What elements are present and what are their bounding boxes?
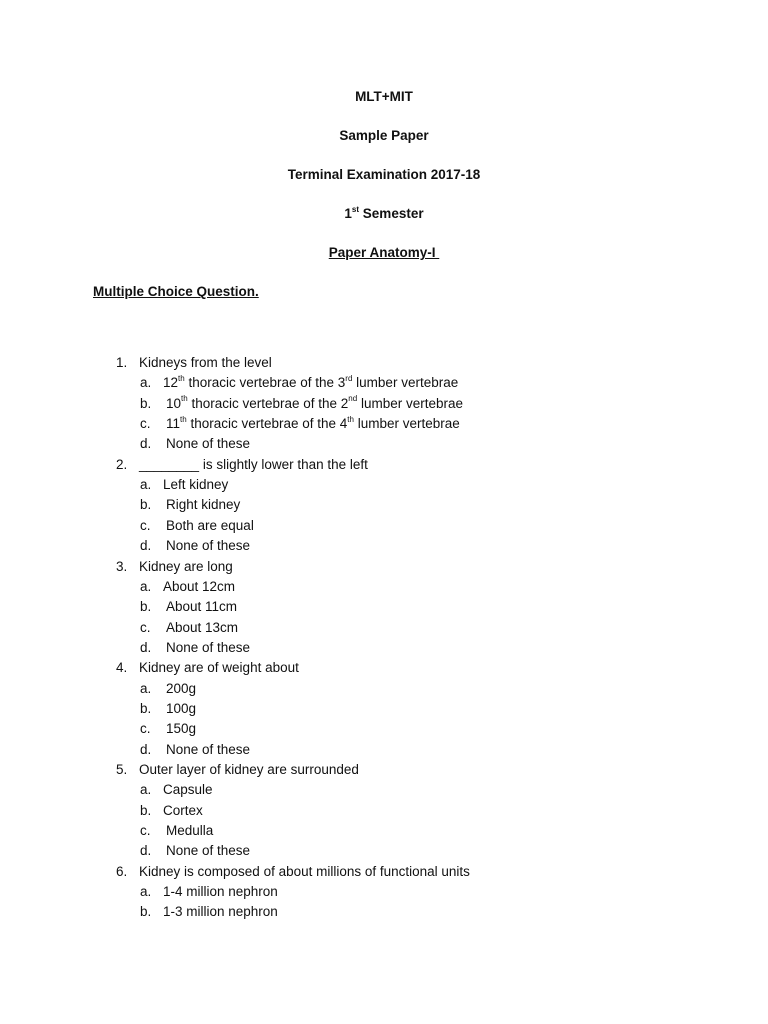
option-text: 1-3 million nephron bbox=[163, 904, 278, 920]
question-number: 6. bbox=[116, 863, 128, 879]
question-number: 4. bbox=[116, 660, 128, 676]
course-title bbox=[0, 88, 768, 106]
option-letter: b. bbox=[140, 802, 152, 818]
question-text: Kidney is composed of about millions of functional units bbox=[139, 863, 470, 879]
option-text: Capsule bbox=[163, 782, 213, 798]
option-text: None of these bbox=[166, 538, 251, 554]
ordinal-number: 12 bbox=[163, 375, 179, 391]
option-letter: b. bbox=[140, 700, 152, 716]
question-number: 3. bbox=[116, 558, 128, 574]
question-text: Kidneys from the level bbox=[139, 355, 272, 370]
option-letter: a. bbox=[140, 680, 152, 696]
option-text: Medulla bbox=[166, 823, 214, 839]
option-end-text: lumber vertebrae bbox=[357, 395, 464, 411]
question-number: 5. bbox=[116, 762, 128, 777]
option-letter: d. bbox=[140, 741, 152, 757]
option-text bbox=[163, 374, 458, 392]
option-letter: b. bbox=[140, 599, 152, 615]
option-letter: a. bbox=[140, 884, 152, 900]
option-text: None of these bbox=[166, 639, 251, 655]
exam-title bbox=[0, 166, 768, 184]
paper-type-text: Sample Paper bbox=[339, 128, 429, 143]
option-letter: c. bbox=[140, 823, 151, 839]
semester-word: Semester bbox=[359, 206, 424, 221]
question-number: 1. bbox=[116, 355, 128, 370]
ordinal-suffix: rd bbox=[345, 373, 353, 383]
ordinal-suffix: th bbox=[180, 414, 187, 424]
option-text: 1-4 million nephron bbox=[163, 884, 278, 900]
option-text: 200g bbox=[166, 680, 197, 696]
paper-type bbox=[0, 127, 768, 145]
ordinal-suffix: th bbox=[178, 373, 185, 383]
question-number: 2. bbox=[116, 456, 128, 472]
semester-suffix: st bbox=[351, 204, 360, 214]
ordinal-suffix: th bbox=[347, 414, 354, 424]
option-letter: d. bbox=[140, 639, 152, 655]
question-text: ________ is slightly lower than the left bbox=[139, 456, 368, 472]
option-letter: a. bbox=[140, 375, 152, 391]
option-text: About 12cm bbox=[163, 578, 236, 594]
ordinal-number: 11 bbox=[166, 416, 181, 432]
option-middle-text: thoracic vertebrae of the 2 bbox=[187, 395, 349, 411]
question-text: Kidney are of weight about bbox=[139, 660, 299, 676]
option-letter: d. bbox=[140, 436, 152, 452]
option-letter: c. bbox=[140, 416, 151, 432]
option-letter: a. bbox=[140, 782, 152, 798]
option-text: None of these bbox=[166, 436, 251, 452]
option-end-text: lumber vertebrae bbox=[352, 375, 459, 391]
option-text: None of these bbox=[166, 741, 251, 757]
option-letter: b. bbox=[140, 395, 152, 411]
option-letter: b. bbox=[140, 497, 152, 513]
exam-title-text: Terminal Examination 2017-18 bbox=[287, 167, 481, 182]
semester bbox=[0, 205, 768, 223]
semester-number: 1 bbox=[344, 206, 352, 221]
option-text: Left kidney bbox=[163, 477, 229, 493]
option-text bbox=[166, 395, 463, 413]
option-middle-text: thoracic vertebrae of the 4 bbox=[186, 416, 348, 432]
option-text: Both are equal bbox=[166, 517, 254, 533]
option-text: Cortex bbox=[163, 802, 203, 818]
option-letter: a. bbox=[140, 477, 152, 493]
option-text: About 11cm bbox=[166, 599, 238, 615]
option-text: Right kidney bbox=[166, 497, 241, 513]
option-letter: b. bbox=[140, 904, 152, 920]
option-text: 100g bbox=[166, 700, 197, 716]
option-letter: a. bbox=[140, 578, 152, 594]
course-title-text: MLT+MIT bbox=[355, 89, 413, 104]
ordinal-number: 10 bbox=[166, 395, 182, 411]
option-text: 150g bbox=[166, 721, 197, 737]
option-end-text: lumber vertebrae bbox=[353, 416, 460, 432]
question-text: Outer layer of kidney are surrounded bbox=[139, 762, 359, 777]
option-letter: d. bbox=[140, 843, 152, 859]
option-letter: c. bbox=[140, 517, 151, 533]
option-text: None of these bbox=[166, 843, 251, 859]
ordinal-suffix: th bbox=[181, 394, 188, 404]
option-letter: d. bbox=[140, 538, 152, 554]
option-middle-text: thoracic vertebrae of the 3 bbox=[184, 375, 346, 391]
option-letter: c. bbox=[140, 619, 151, 635]
paper-subject bbox=[0, 244, 768, 262]
question-text: Kidney are long bbox=[139, 558, 233, 574]
option-text: About 13cm bbox=[166, 619, 239, 635]
option-letter: c. bbox=[140, 721, 151, 737]
paper-subject-text: Paper Anatomy-I bbox=[328, 245, 440, 260]
section-title: Multiple Choice Question. bbox=[93, 284, 259, 299]
option-text bbox=[166, 415, 460, 433]
ordinal-suffix: nd bbox=[348, 394, 358, 404]
